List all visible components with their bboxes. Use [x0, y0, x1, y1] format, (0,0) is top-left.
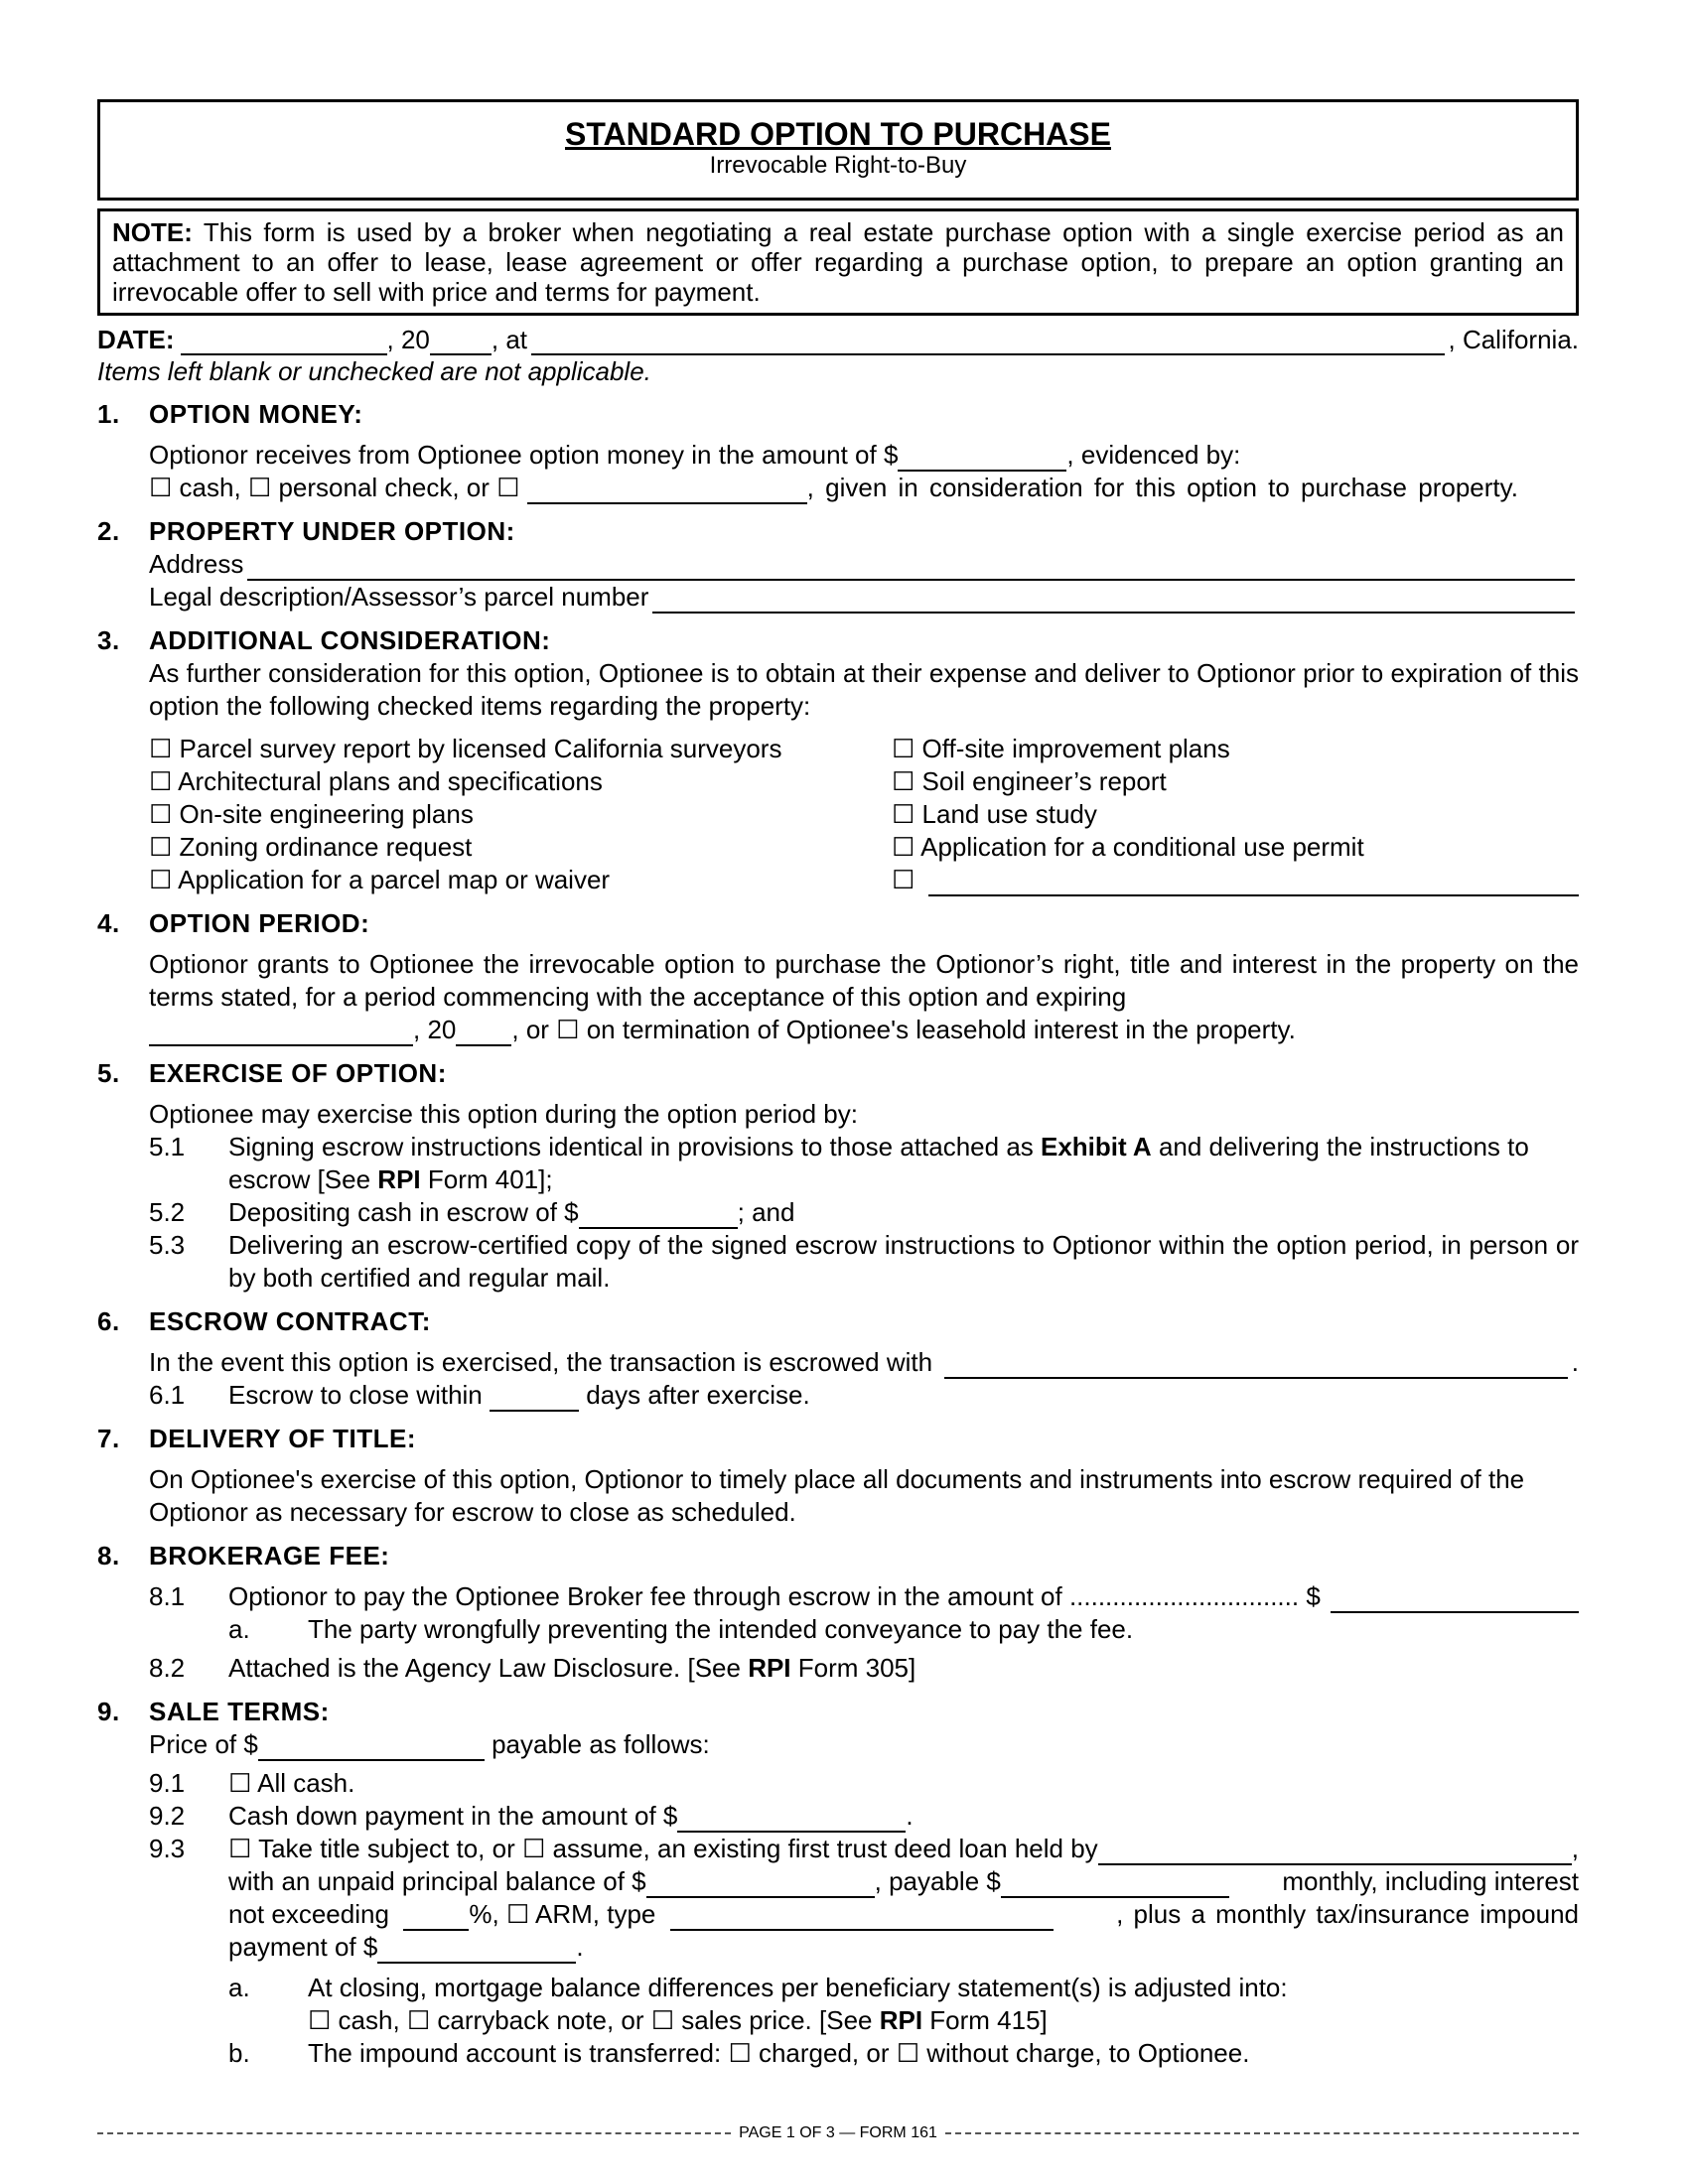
section-number: 6. [97, 1306, 120, 1336]
expiration-date-field[interactable] [149, 1021, 413, 1046]
arm-type-field[interactable] [670, 1905, 1054, 1931]
fee-subitem [149, 1613, 1579, 1646]
section-title: ESCROW CONTRACT: [149, 1306, 431, 1336]
cash-checkbox[interactable]: ☐ cash, [149, 473, 241, 502]
checkbox-conditional-use-permit[interactable]: ☐ Application for a conditional use permit [892, 832, 1364, 862]
item-text: Signing escrow instructions identical in provisions to those attached as [228, 1132, 1041, 1161]
section-title: DELIVERY OF TITLE: [149, 1424, 417, 1453]
check-checkbox[interactable]: ☐ personal check, or ☐ [247, 473, 520, 502]
checkbox-parcel-map[interactable]: ☐ Application for a parcel map or waiver [149, 865, 611, 894]
item-letter: b. [228, 2038, 250, 2068]
item-text: Escrow to close within [228, 1380, 483, 1410]
section-option-money [97, 397, 1579, 504]
address-label: Address [149, 549, 244, 579]
fee-item [149, 1580, 1579, 1613]
section-number: 8. [97, 1541, 120, 1570]
exhibit-a-text: Exhibit A [1041, 1132, 1152, 1161]
form-subtitle: Irrevocable Right-to-Buy [709, 152, 967, 179]
item-number: 9.2 [149, 1801, 186, 1831]
form-title: STANDARD OPTION TO PURCHASE [565, 116, 1111, 152]
section-number: 4. [97, 908, 120, 938]
expiration-year-prefix: , 20 [413, 1015, 457, 1044]
item-text: Form 305] [790, 1653, 916, 1683]
sale-item [149, 1767, 1579, 1800]
sale-subitem [149, 1972, 1579, 2037]
blank-note: Items left blank or unchecked are not applicable. [97, 356, 651, 386]
other-evidence-field[interactable] [527, 478, 807, 504]
item-number: 5.1 [149, 1132, 186, 1161]
item-text: Optionor to pay the Optionee Broker fee through escrow in the amount of ................................ $ [228, 1581, 1321, 1611]
section-exercise [97, 1056, 1579, 1295]
loan-holder-field[interactable] [1098, 1840, 1572, 1865]
principal-balance-field[interactable] [646, 1872, 875, 1898]
termination-checkbox[interactable]: , or ☐ on termination of Optionee's leasehold interest in the property. [511, 1015, 1296, 1044]
rpi-text: RPI [748, 1653, 791, 1683]
consideration-text: , given in consideration for this option to purchase property. [806, 473, 1518, 502]
item-text: , payable $ [874, 1866, 1001, 1896]
checkbox-architectural-plans[interactable]: ☐ Architectural plans and specifications [149, 766, 603, 796]
exercise-item [149, 1196, 1579, 1229]
item-text: Depositing cash in escrow of $ [228, 1197, 579, 1227]
date-label: DATE: [97, 325, 175, 354]
section-number: 1. [97, 399, 120, 429]
checkbox-parcel-survey[interactable]: ☐ Parcel survey report by licensed California surveyors [149, 734, 782, 763]
all-cash-checkbox[interactable]: ☐ All cash. [228, 1768, 355, 1798]
note-text: This form is used by a broker when negotiating a real estate purchase option with a single exercise period as an attachment to an offer to lease, lease agreement or offer regarding a purchase option, to prepare an option granting an irrevocable offer to sell with price and terms for payment. [112, 217, 1564, 307]
option-money-text: Optionor receives from Optionee option money in the amount of $ [149, 440, 899, 470]
footer-text: PAGE 1 OF 3 — FORM 161 [739, 2124, 937, 2141]
footer-divider [97, 2132, 731, 2134]
item-text: Form 401]; [420, 1164, 553, 1194]
impound-checkboxes[interactable]: The impound account is transferred: ☐ charged, or ☐ without charge, to Optionee. [308, 2038, 1250, 2068]
escrow-holder-field[interactable] [944, 1353, 1568, 1379]
section-title: OPTION PERIOD: [149, 908, 370, 938]
section-title: ADDITIONAL CONSIDERATION: [149, 625, 551, 655]
broker-fee-field[interactable] [1331, 1587, 1579, 1613]
other-item-field[interactable] [928, 871, 1579, 896]
date-year-prefix: , 20 [386, 325, 430, 354]
price-label: Price of $ [149, 1729, 258, 1759]
item-text: monthly, including interest [1282, 1866, 1579, 1896]
section-title: PROPERTY UNDER OPTION: [149, 516, 515, 546]
loan-checkboxes[interactable]: ☐ Take title subject to, or ☐ assume, an existing first trust deed loan held by [228, 1834, 1098, 1863]
section-brokerage-fee [97, 1539, 1579, 1685]
item-number: 8.2 [149, 1653, 186, 1683]
sale-item [149, 1833, 1579, 1964]
checkbox-zoning-request[interactable]: ☐ Zoning ordinance request [149, 832, 473, 862]
evidenced-by-text: , evidenced by: [1066, 440, 1241, 470]
item-number: 5.2 [149, 1197, 186, 1227]
section-option-period [97, 906, 1579, 1046]
monthly-payment-field[interactable] [1001, 1872, 1229, 1898]
section-number: 5. [97, 1058, 120, 1088]
item-text: not exceeding [228, 1899, 389, 1929]
note-label: NOTE: [112, 217, 193, 247]
checkbox-land-use-study[interactable]: ☐ Land use study [892, 799, 1097, 829]
footer-divider [945, 2132, 1579, 2134]
date-line [97, 324, 1579, 355]
checkbox-onsite-engineering[interactable]: ☐ On-site engineering plans [149, 799, 474, 829]
section-sale-terms [97, 1695, 1579, 2070]
down-payment-field[interactable] [677, 1807, 906, 1833]
checkbox-offsite-improvement[interactable]: ☐ Off-site improvement plans [892, 734, 1230, 763]
date-at-label: , at [491, 325, 528, 354]
item-number: 9.1 [149, 1768, 186, 1798]
note-box [97, 208, 1579, 316]
impound-payment-field[interactable] [377, 1938, 576, 1964]
item-text: Attached is the Agency Law Disclosure. [See [228, 1653, 749, 1683]
item-letter: a. [228, 1973, 250, 2002]
section-title: SALE TERMS: [149, 1697, 330, 1726]
sale-item [149, 1800, 1579, 1833]
rpi-text: RPI [879, 2005, 923, 2035]
exercise-intro: Optionee may exercise this option during the option period by: [149, 1099, 858, 1129]
title-box [97, 99, 1579, 201]
escrow-deposit-field[interactable] [579, 1203, 738, 1229]
item-text: with an unpaid principal balance of $ [228, 1866, 646, 1896]
option-period-text: Optionor grants to Optionee the irrevocable option to purchase the Optionor’s right, title and interest in the property on the terms stated, for a period commencing with the acceptance of this option and expiring [149, 949, 1579, 1012]
california-label: , California. [1448, 325, 1579, 354]
item-letter: a. [228, 1614, 250, 1644]
item-text: The party wrongfully preventing the intended conveyance to pay the fee. [308, 1614, 1134, 1644]
comma-mark: , [1571, 1834, 1579, 1863]
item-text: , plus a monthly tax/insurance impound [1116, 1899, 1579, 1929]
expiration-year-field[interactable] [456, 1021, 511, 1046]
escrow-text: In the event this option is exercised, the transaction is escrowed with [149, 1347, 933, 1377]
legal-description-field[interactable] [652, 588, 1575, 614]
date-field[interactable] [181, 330, 387, 355]
item-text: payment of $ [228, 1932, 378, 1962]
section-title: BROKERAGE FEE: [149, 1541, 390, 1570]
delivery-title-text: On Optionee's exercise of this option, Optionor to timely place all documents and instruments into escrow required of the Optionor as necessary for escrow to close as scheduled. [149, 1464, 1525, 1527]
page-footer [97, 2124, 1579, 2142]
price-field[interactable] [258, 1735, 485, 1761]
item-number: 5.3 [149, 1230, 186, 1260]
exercise-item [149, 1229, 1579, 1295]
fee-item [149, 1652, 1579, 1685]
section-title: OPTION MONEY: [149, 399, 363, 429]
item-text: and delivering the instructions to escrow [See [228, 1132, 1529, 1194]
interest-rate-field[interactable] [403, 1905, 469, 1931]
period-mark: . [1571, 1347, 1579, 1377]
legal-description-label: Legal description/Assessor’s parcel number [149, 582, 649, 612]
item-text: Form 415] [922, 2005, 1048, 2035]
section-number: 9. [97, 1697, 120, 1726]
item-text: At closing, mortgage balance differences per beneficiary statement(s) is adjusted into: [308, 1973, 1288, 2002]
item-text: days after exercise. [586, 1380, 810, 1410]
section-number: 2. [97, 516, 120, 546]
adjustment-checkboxes[interactable]: ☐ cash, ☐ carryback note, or ☐ sales price. [See [308, 2005, 880, 2035]
year-field[interactable] [430, 330, 492, 355]
section-number: 7. [97, 1424, 120, 1453]
checkbox-other[interactable]: ☐ [892, 865, 915, 894]
section-escrow [97, 1304, 1579, 1412]
period-mark: . [576, 1932, 584, 1962]
item-number: 8.1 [149, 1581, 186, 1611]
arm-checkbox[interactable]: %, ☐ ARM, type [469, 1899, 656, 1929]
close-days-field[interactable] [490, 1386, 579, 1412]
payable-text: payable as follows: [492, 1729, 710, 1759]
exercise-item [149, 1131, 1579, 1196]
address-field[interactable] [247, 555, 1575, 581]
item-number: 6.1 [149, 1380, 186, 1410]
item-text: ; and [737, 1197, 795, 1227]
section-additional-consideration [97, 623, 1579, 896]
checkbox-soil-report[interactable]: ☐ Soil engineer’s report [892, 766, 1167, 796]
section-delivery-title [97, 1422, 1579, 1529]
item-text: Cash down payment in the amount of $ [228, 1801, 678, 1831]
section-number: 3. [97, 625, 120, 655]
item-text: Delivering an escrow-certified copy of the signed escrow instructions to Optionor within the option period, in person or by both certified and regular mail. [228, 1230, 1579, 1293]
item-number: 9.3 [149, 1834, 186, 1863]
section-title: EXERCISE OF OPTION: [149, 1058, 447, 1088]
additional-consideration-text: As further consideration for this option, Optionee is to obtain at their expense and deliver to Optionor prior to expiration of this option the following checked items regarding the property: [149, 658, 1579, 721]
form-page [97, 99, 1579, 2070]
section-property [97, 514, 1579, 614]
sale-subitem [149, 2037, 1579, 2070]
period-mark: . [906, 1801, 914, 1831]
escrow-item [149, 1379, 1579, 1412]
option-money-amount-field[interactable] [898, 446, 1066, 472]
rpi-text: RPI [377, 1164, 421, 1194]
location-field[interactable] [531, 330, 1444, 355]
